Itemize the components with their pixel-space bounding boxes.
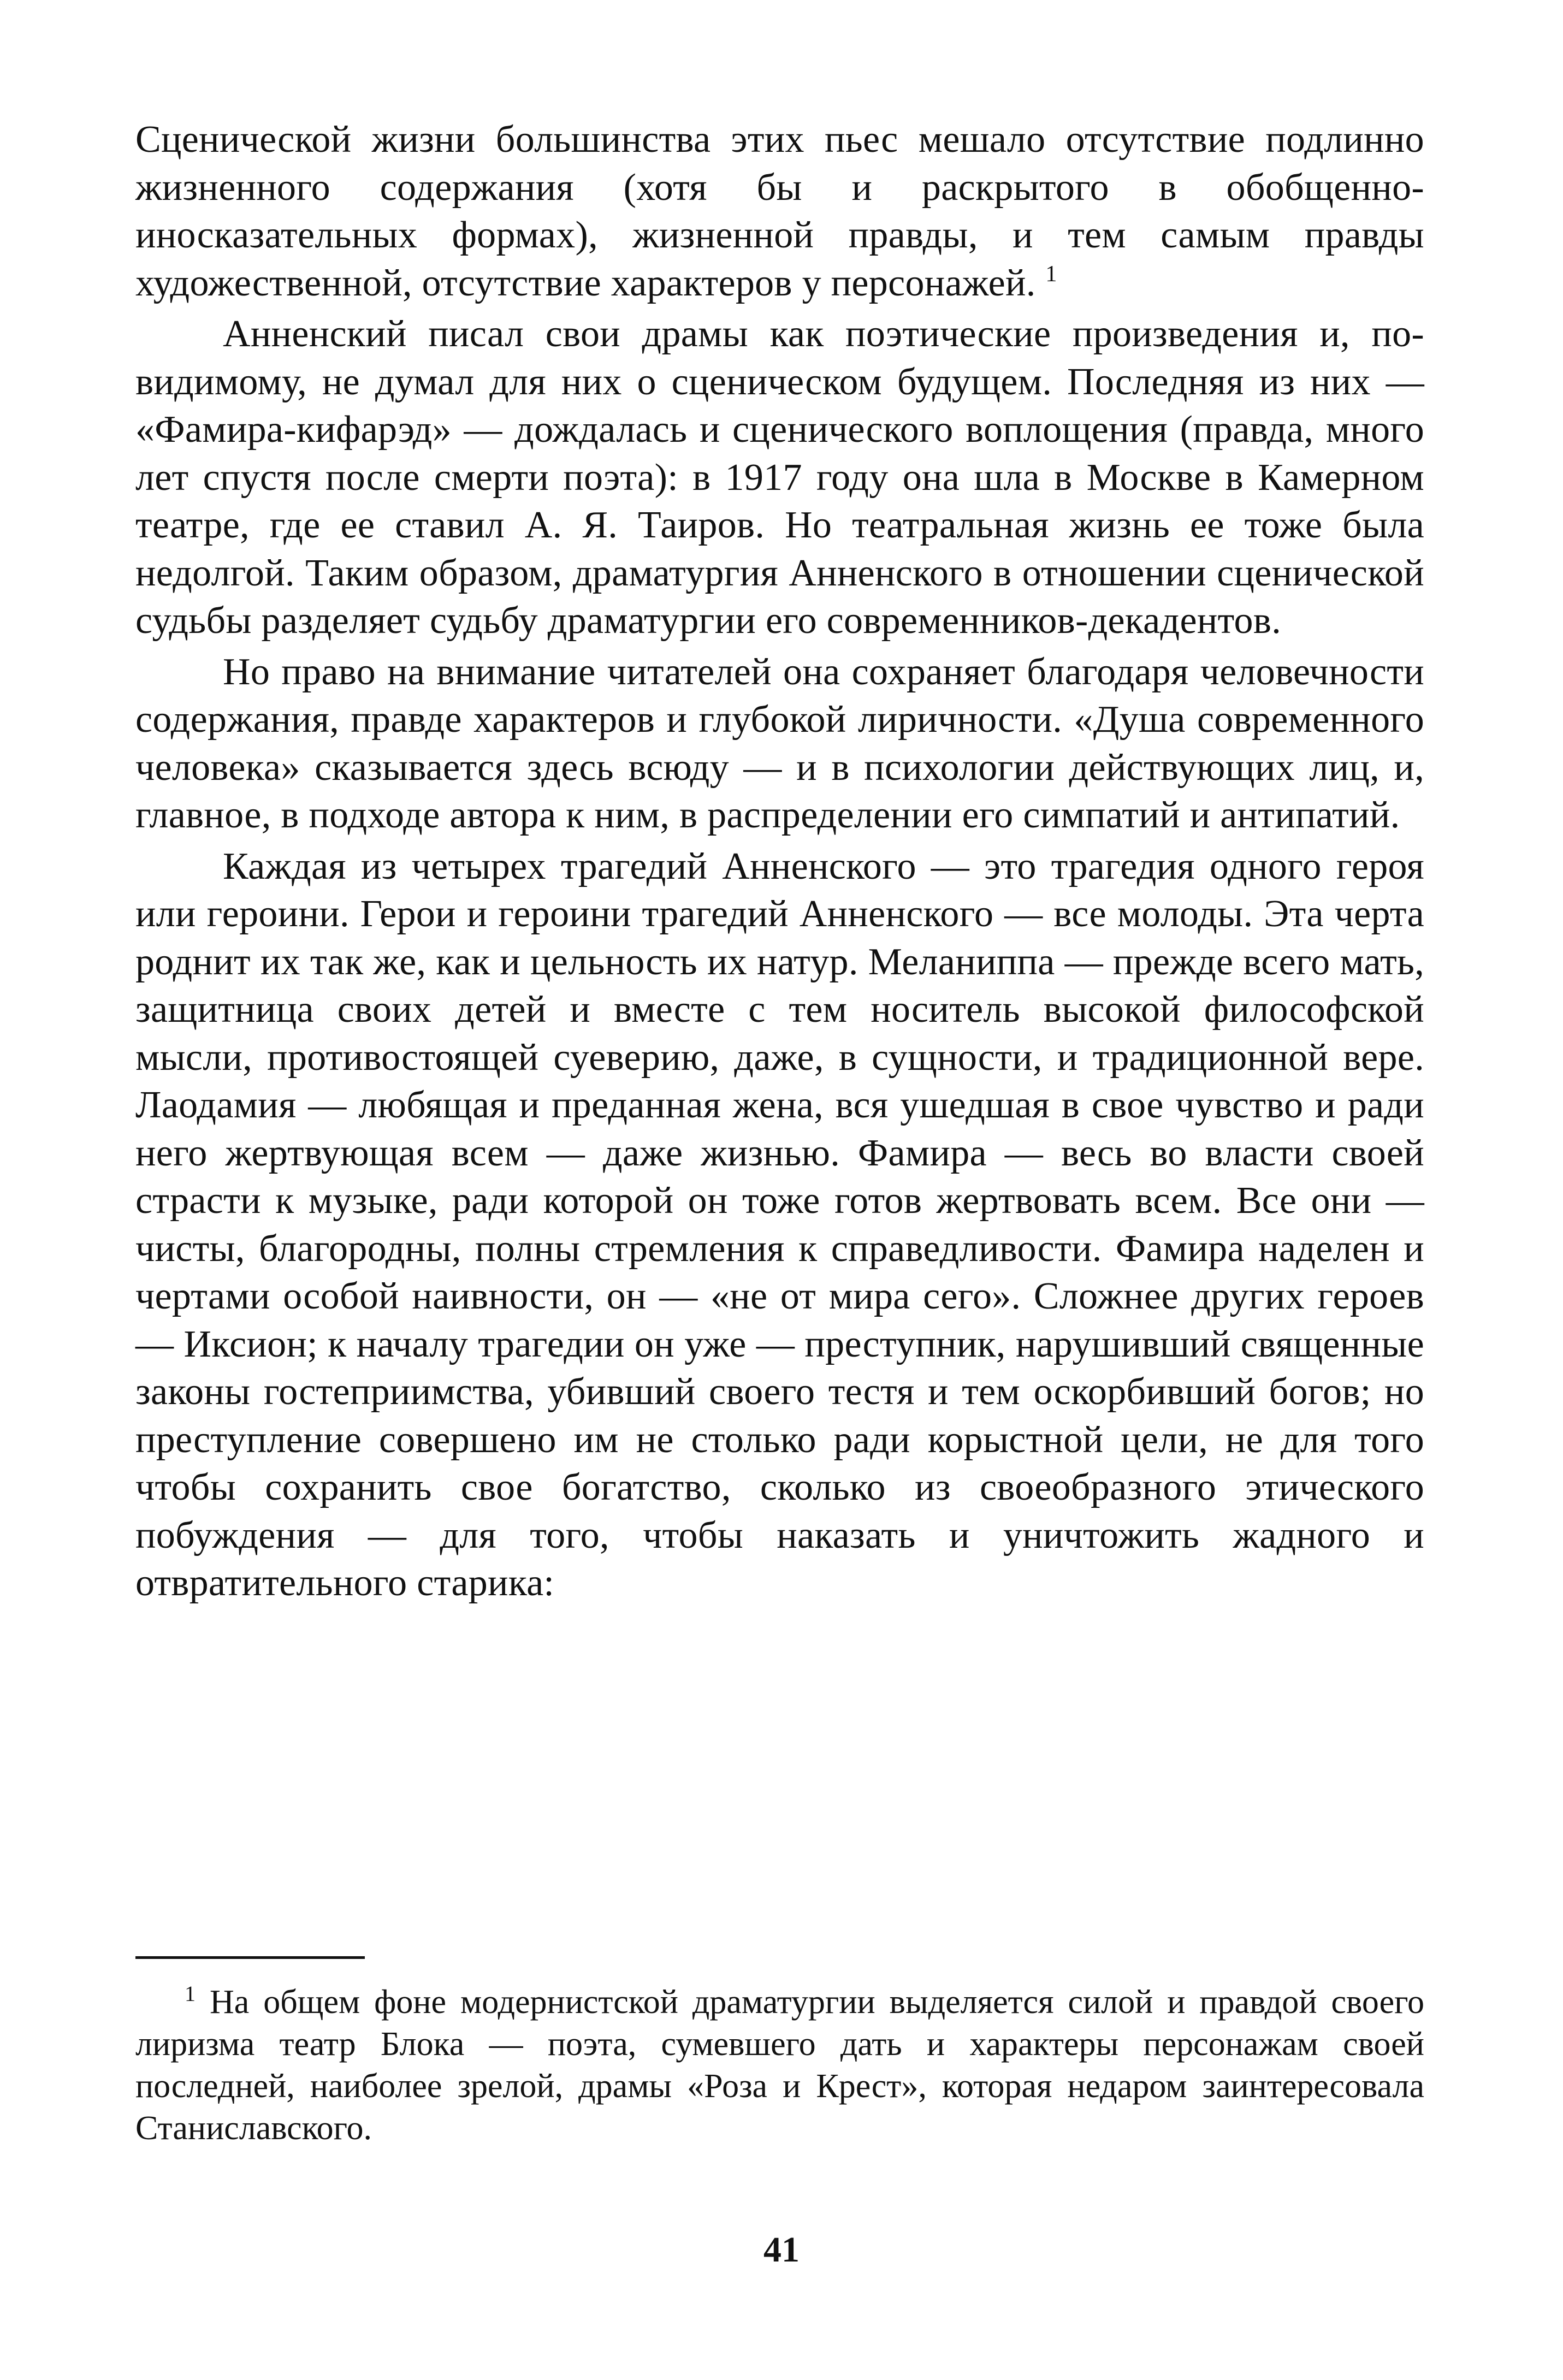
- paragraph-1-text: Сценической жизни большинства этих пьес мешало отсутствие подлинно жизненного содержания (хотя бы и раскрытого в обобщенно-иносказательных формах), жизненной правды, и тем самым правды художественной, отсутствие характеров у персонажей.: [135, 119, 1424, 304]
- main-text: [135, 116, 1424, 1607]
- paragraph-4: [135, 843, 1424, 1607]
- footnote: [135, 1981, 1424, 2150]
- footnote-divider: [135, 1956, 365, 1959]
- page-number: 41: [763, 2230, 800, 2270]
- paragraph-2: [135, 310, 1424, 645]
- footnote-paragraph: [135, 1981, 1424, 2150]
- footnote-marker: 1: [185, 1981, 196, 2006]
- paragraph-3: [135, 648, 1424, 839]
- footnote-text: На общем фоне модернистской драматургии выделяется силой и правдой своего лиризма театр Блока — поэта, сумевшего дать и характеры персонажам своей последней, наиболее зрелой, драмы «Роза и Крест», которая недаром заинтересовала Станиславского.: [135, 1984, 1424, 2147]
- paragraph-3-text: Но право на внимание читателей она сохраняет благодаря человечности содержания, правде характеров и глубокой лиричности. «Душа современного человека» сказывается здесь всюду — и в психологии действующих лиц, и, главное, в подходе автора к ним, в распределении его симпатий и антипатий.: [135, 650, 1424, 836]
- footnote-reference: 1: [1045, 261, 1057, 287]
- paragraph-1: [135, 116, 1424, 307]
- paragraph-4-text: Каждая из четырех трагедий Анненского — это трагедия одного героя или героини. Герои и героини трагедий Анненского — все молоды. Эта черта роднит их так же, как и цельность их натур. Меланиппа — прежде всего мать, защитница своих детей и вместе с тем носитель высокой философской мысли, противостоящей суеверию, даже, в сущности, и традиционной вере. Лаодамия — любящая и преданная жена, вся ушедшая в свое чувство и ради него жертвующая всем — даже жизнью. Фамира — весь во власти своей страсти к музыке, ради которой он тоже готов жертвовать всем. Все они — чисты, благородны, полны стремления к справедливости. Фамира наделен и чертами особой наивности, он — «не от мира сего». Сложнее других героев — Иксион; к началу трагедии он уже — преступник, нарушивший священные законы гостеприимства, убивший своего тестя и тем оскорбивший богов; но преступление совершено им не столько ради корыстной цели, не для того чтобы сохранить свое богатство, сколько из своеобразного этического побуждения — для того, чтобы наказать и уничтожить жадного и отвратительного старика:: [135, 845, 1424, 1604]
- paragraph-2-text: Анненский писал свои драмы как поэтические произведения и, по-видимому, не думал для них о сценическом будущем. Последняя из них — «Фамира-кифарэд» — дождалась и сценического воплощения (правда, много лет спустя после смерти поэта): в 1917 году она шла в Москве в Камерном театре, где ее ставил А. Я. Таиров. Но театральная жизнь ее тоже была недолгой. Таким образом, драматургия Анненского в отношении сценической судьбы разделяет судьбу драматургии его современников-декадентов.: [135, 313, 1424, 642]
